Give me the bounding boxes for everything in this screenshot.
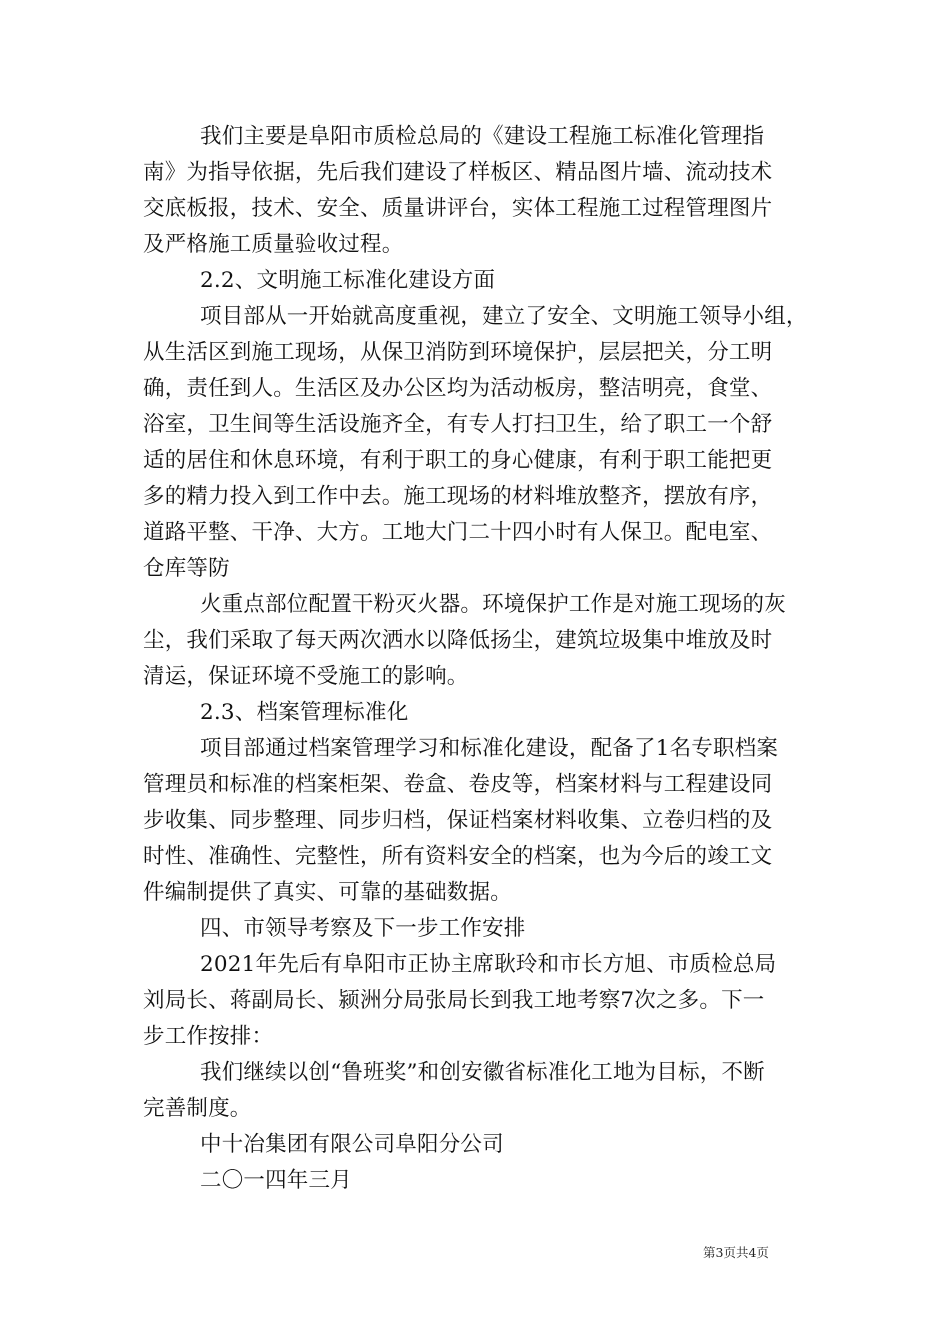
paragraph-line: 确，责任到人。生活区及办公区均为活动板房，整洁明亮，食堂、 [143, 376, 773, 401]
paragraph-line: 刘局长、蒋副局长、颍洲分局张局长到我工地考察7次之多。下一 [143, 988, 765, 1013]
paragraph-line: 项目部通过档案管理学习和标准化建设，配备了1名专职档案 [200, 736, 779, 761]
paragraph-line: 步收集、同步整理、同步归档，保证档案材料收集、立卷归档的及 [143, 808, 773, 833]
paragraph-line: 2021年先后有阜阳市正协主席耿玲和市长方旭、市质检总局 [200, 952, 777, 977]
paragraph-line: 浴室，卫生间等生活设施齐全，有专人打扫卫生，给了职工一个舒 [143, 412, 773, 437]
paragraph-line: 及严格施工质量验收过程。 [143, 232, 404, 257]
signature-company: 中十冶集团有限公司阜阳分公司 [200, 1132, 504, 1157]
paragraph-line: 时性、准确性、完整性，所有资料安全的档案，也为今后的竣工文 [143, 844, 773, 869]
paragraph-line: 管理员和标准的档案柜架、卷盒、卷皮等，档案材料与工程建设同 [143, 772, 773, 797]
page-number: 第3页共4页 [703, 1245, 769, 1260]
paragraph-line: 多的精力投入到工作中去。施工现场的材料堆放整齐，摆放有序， [143, 484, 773, 509]
section-heading: 2.3、档案管理标准化 [200, 700, 409, 725]
paragraph-line: 完善制度。 [143, 1096, 252, 1121]
paragraph-line: 仓库等防 [143, 556, 230, 581]
paragraph-line: 清运，保证环境不受施工的影响。 [143, 664, 469, 689]
paragraph-line: 从生活区到施工现场，从保卫消防到环境保护，层层把关，分工明 [143, 340, 773, 365]
section-heading: 2.2、文明施工标准化建设方面 [200, 268, 496, 293]
paragraph-line: 我们主要是阜阳市质检总局的《建设工程施工标准化管理指 [200, 124, 765, 149]
paragraph-line: 南》为指导依据，先后我们建设了样板区、精品图片墙、流动技术 [143, 160, 773, 185]
paragraph-line: 道路平整、干净、大方。工地大门二十四小时有人保卫。配电室、 [143, 520, 773, 545]
section-heading: 四、市领导考察及下一步工作安排 [200, 916, 526, 941]
paragraph-line: 适的居住和休息环境，有利于职工的身心健康，有利于职工能把更 [143, 448, 773, 473]
paragraph-line: 我们继续以创“鲁班奖”和创安徽省标准化工地为目标，不断 [200, 1060, 765, 1085]
paragraph-line: 件编制提供了真实、可靠的基础数据。 [143, 880, 512, 905]
signature-date: 二〇一四年三月 [200, 1168, 352, 1193]
paragraph-line: 交底板报，技术、安全、质量讲评台，实体工程施工过程管理图片 [143, 196, 773, 221]
paragraph-line: 尘，我们采取了每天两次洒水以降低扬尘，建筑垃圾集中堆放及时 [143, 628, 773, 653]
paragraph-line: 火重点部位配置干粉灭火器。环境保护工作是对施工现场的灰 [200, 592, 786, 617]
paragraph-line: 步工作按排： [143, 1024, 274, 1049]
paragraph-line: 项目部从一开始就高度重视，建立了安全、文明施工领导小组， [200, 304, 808, 329]
